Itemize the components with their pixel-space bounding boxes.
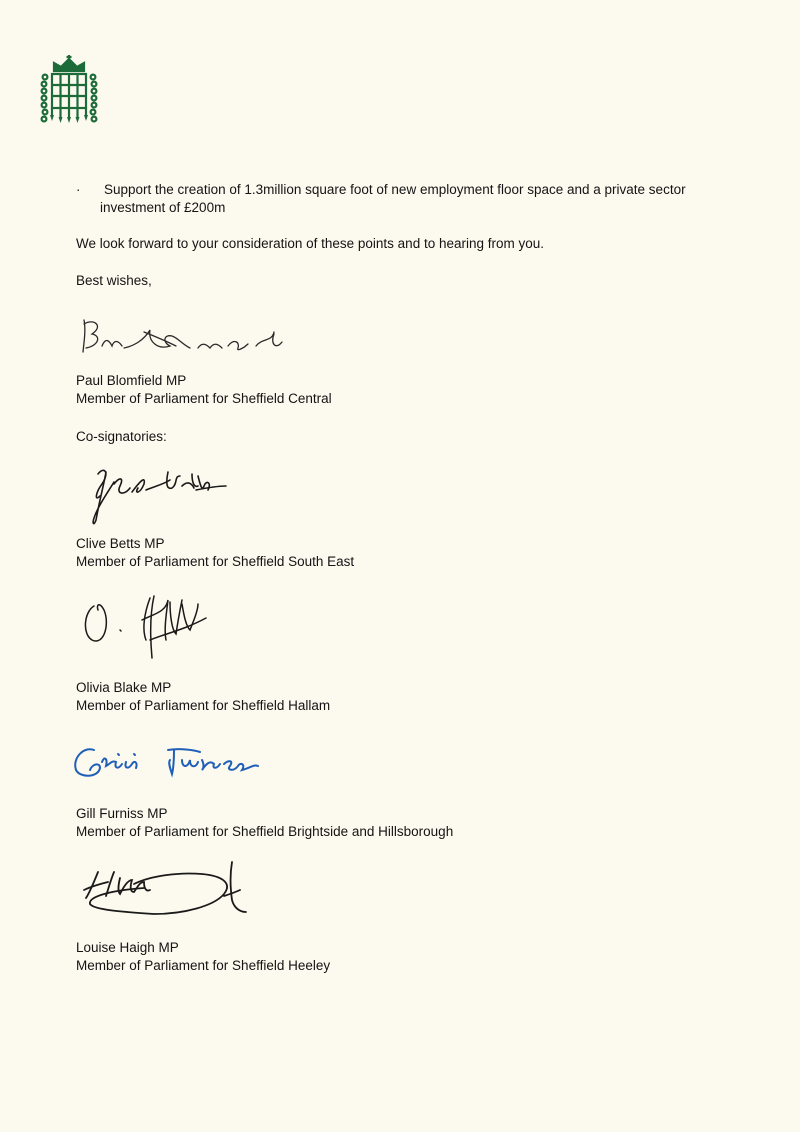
bullet-marker: · <box>76 182 81 197</box>
signatory-role: Member of Parliament for Sheffield Brightside and Hillsborough <box>76 824 454 839</box>
signatory-name: Louise Haigh MP <box>76 940 179 955</box>
cosignatories-heading: Co-signatories: <box>76 429 167 444</box>
signatory-name: Clive Betts MP <box>76 536 165 551</box>
cosignatory-3 <box>76 805 453 841</box>
cosignatory-1 <box>76 535 354 571</box>
signature-olivia-blake <box>80 590 220 662</box>
signatory-role: Member of Parliament for Sheffield Heeley <box>76 958 331 973</box>
signature-paul-blomfield <box>78 312 288 362</box>
sign-off: Best wishes, <box>76 273 152 288</box>
signature-clive-betts <box>84 462 234 530</box>
cosignatory-2 <box>76 679 330 715</box>
signature-louise-haigh <box>74 856 254 922</box>
signatory-role: Member of Parliament for Sheffield South East <box>76 554 355 569</box>
primary-signatory <box>76 372 332 408</box>
signatory-name: Paul Blomfield MP <box>76 373 187 388</box>
cosignatory-4 <box>76 939 330 975</box>
closing-paragraph: We look forward to your consideration of these points and to hearing from you. <box>76 236 545 251</box>
bullet-line-1: Support the creation of 1.3million square foot of new employment floor space and a private sector <box>104 182 686 197</box>
signatory-role: Member of Parliament for Sheffield Central <box>76 391 332 406</box>
bullet-line-2: investment of £200m <box>100 200 226 215</box>
bullet-item <box>76 181 736 217</box>
signatory-role: Member of Parliament for Sheffield Hallam <box>76 698 331 713</box>
signatory-name: Olivia Blake MP <box>76 680 172 695</box>
signature-gill-furniss <box>70 742 270 784</box>
portcullis-crest-icon <box>40 55 98 125</box>
signatory-name: Gill Furniss MP <box>76 806 168 821</box>
